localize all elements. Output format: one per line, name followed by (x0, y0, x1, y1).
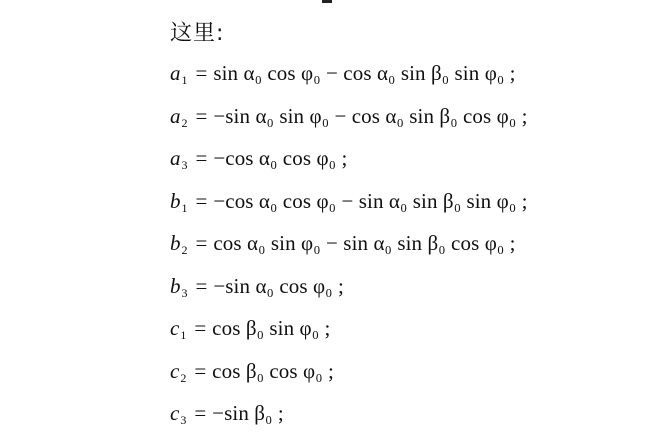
equation-b2 (170, 228, 640, 271)
equation-b1 (170, 186, 640, 229)
top-edge-mark (322, 0, 332, 3)
equation-variable: a (170, 61, 181, 85)
equation-rhs: cos α₀ sin φ₀ − sin α₀ sin β₀ cos φ₀ ; (213, 231, 516, 255)
equation-variable: b (170, 188, 181, 213)
equation-variable: c (170, 401, 180, 425)
equation-subscript: 1 (180, 328, 187, 343)
equation-c1 (170, 313, 640, 356)
equals-sign: = (195, 188, 208, 213)
equation-subscript: 1 (181, 73, 188, 88)
equation-variable: a (170, 146, 181, 170)
equation-rhs: sin α₀ cos φ₀ − cos α₀ sin β₀ sin φ₀ ; (213, 61, 516, 85)
equation-variable: c (170, 316, 180, 340)
equation-variable: a (170, 103, 181, 128)
equation-rhs: −cos α₀ cos φ₀ ; (213, 146, 348, 170)
equation-subscript: 2 (180, 370, 187, 385)
equation-rhs: cos β₀ cos φ₀ ; (212, 358, 334, 383)
equation-variable: b (170, 273, 181, 298)
equation-rhs: −cos α₀ cos φ₀ − sin α₀ sin β₀ sin φ₀ ; (213, 188, 528, 213)
equation-subscript: 2 (181, 243, 188, 258)
equation-variable: b (170, 231, 181, 255)
equation-a2 (170, 101, 640, 144)
equation-subscript: 3 (181, 285, 188, 300)
equals-sign: = (195, 231, 208, 255)
equation-rhs: −sin α₀ cos φ₀ ; (213, 273, 344, 298)
equals-sign: = (195, 273, 208, 298)
equation-rhs: −sin α₀ sin φ₀ − cos α₀ sin β₀ cos φ₀ ; (213, 103, 528, 128)
equation-rhs: −sin β₀ ; (212, 401, 284, 425)
equals-sign: = (194, 358, 207, 383)
equals-sign: = (195, 61, 208, 85)
equation-a1 (170, 58, 640, 101)
equation-variable: c (170, 358, 180, 383)
equals-sign: = (195, 103, 208, 128)
equation-b3 (170, 271, 640, 314)
equals-sign: = (194, 401, 207, 425)
equation-rhs: cos β₀ sin φ₀ ; (212, 316, 331, 340)
equals-sign: = (195, 146, 208, 170)
intro-text: 这里: (170, 21, 225, 46)
equals-sign: = (194, 316, 207, 340)
equation-a3 (170, 143, 640, 186)
equation-subscript: 3 (180, 413, 187, 428)
equation-c2 (170, 356, 640, 399)
equation-subscript: 1 (181, 200, 188, 215)
equation-list (170, 58, 640, 441)
equation-subscript: 2 (181, 115, 188, 130)
equation-subscript: 3 (181, 158, 188, 173)
equation-c3 (170, 398, 640, 441)
